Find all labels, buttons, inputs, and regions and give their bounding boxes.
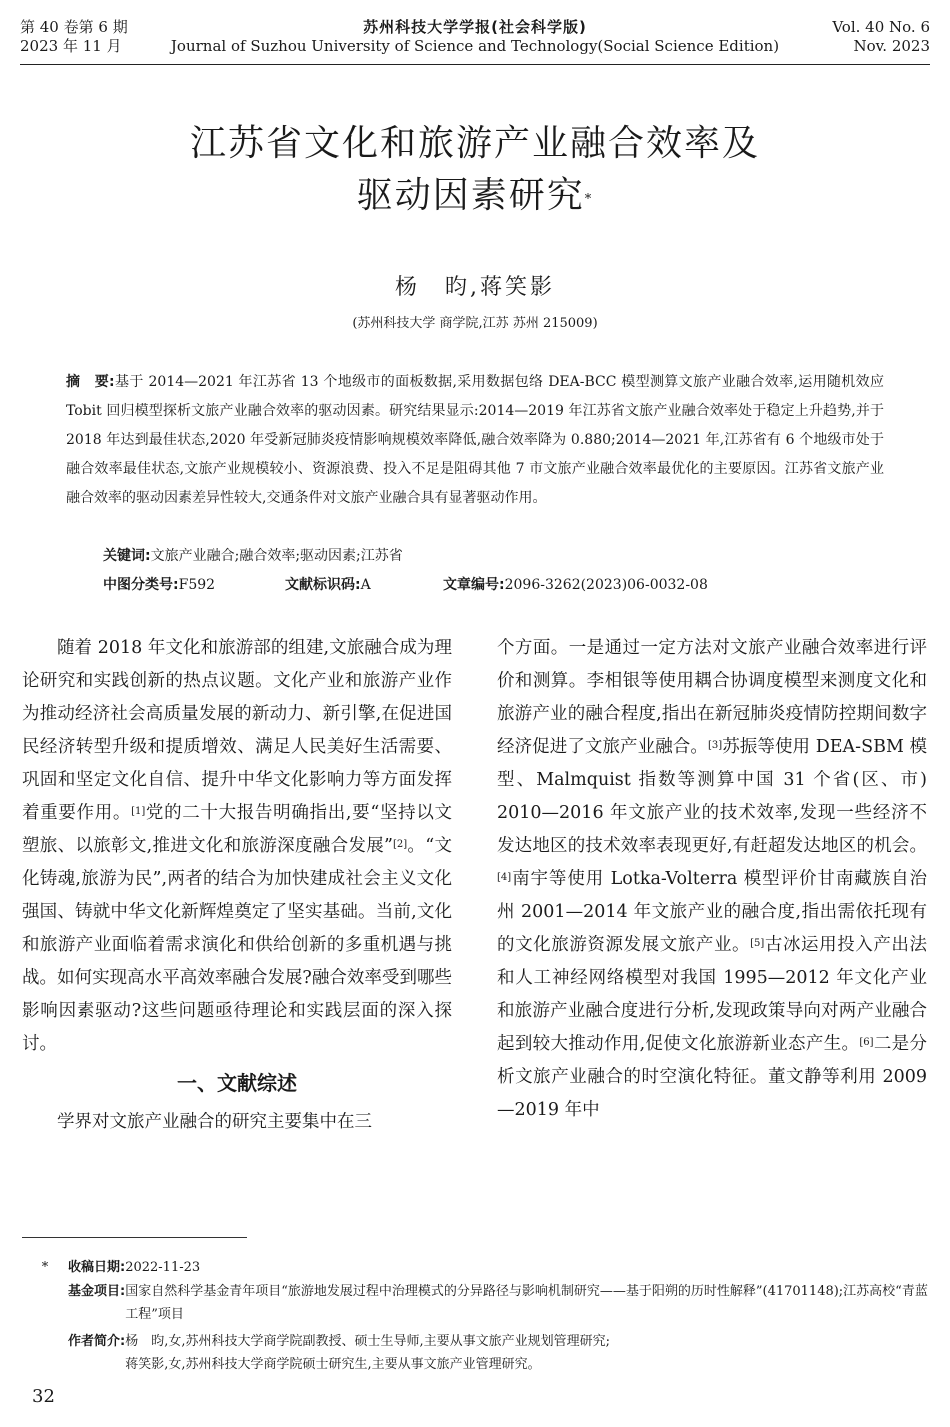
title-line-2-wrap [0,170,950,222]
abstract-label: 摘 要: [66,374,115,390]
header-date-en: Nov. 2023 [853,37,930,55]
header-date-cn: 2023 年 11 月 [20,37,122,55]
title-line-2: 驱动因素研究 [356,175,585,216]
paragraph-text: 党的二十大报告明确指出,要“坚持以文塑旅、以旅彰文,推进文化和旅游深度融合发展” [22,803,452,856]
author-bio-label: 作者简介: [68,1334,126,1349]
abstract-text: 基于 2014—2021 年江苏省 13 个地级市的面板数据,采用数据包络 DEA-BCC 模型测算文旅产业融合效率,运用随机效应 Tobit 回归模型探析文旅产业融合效率的驱动因素。研究结果显示:2014—2019 年江苏省文旅产业融合效率处于稳定上升趋势,并于 2018 年达到最佳状态,2020 年受新冠肺炎疫情影响规模效率降低,融合效率降为 0.880;2014—2021 年,江苏省有 6 个地级市处于融合效率最佳状态,文旅产业规模较小、资源浪费、投入不足是阻碍其他 7 市文旅产业融合效率最优化的主要原因。江苏省文旅产业融合效率的驱动因素差异性较大,交通条件对文旅产业融合具有显著驱动作用。 [66,374,884,506]
article-number-group [443,571,708,600]
footnote-star: * [41,1260,49,1275]
doc-code-label: 文献标识码: [285,577,361,593]
title-line-1: 江苏省文化和旅游产业融合效率及 [189,123,760,164]
header-volume-en [832,18,930,56]
footnote-author [22,1330,932,1376]
article-number-value: 2096-3262(2023)06-0032-08 [504,577,708,593]
doc-code-group [285,571,443,600]
paragraph [22,632,452,1061]
fund-label: 基金项目: [68,1284,126,1299]
author-bio-1: 杨 昀,女,苏州科技大学商学院副教授、硕士生导师,主要从事文旅产业规划管理研究; [125,1334,610,1349]
section-heading: 一、文献综述 [177,1071,297,1095]
journal-name-cn: 苏州科技大学学报(社会科学版) [363,18,587,36]
paragraph [497,632,927,1127]
footnote-received [22,1256,932,1279]
paragraph-text: 二是分析文旅产业融合的时空演化特征。董文静等利用 2009—2019 年中 [497,1034,928,1120]
citation-ref[interactable]: [1] [131,806,146,817]
body-column-left [22,632,452,1139]
footnote-divider [22,1237,247,1238]
author-bio-values [125,1330,932,1376]
article-number-label: 文章编号: [443,577,505,593]
running-header [20,18,930,65]
affiliation: (苏州科技大学 商学院,江苏 苏州 215009) [352,316,598,331]
keywords-text: 文旅产业融合;融合效率;驱动因素;江苏省 [150,548,403,564]
fund-row [68,1280,932,1326]
paragraph-text: 南宇等使用 Lotka-Volterra 模型评价甘南藏族自治州 2001—2014 年文旅产业的融合度,指出需依托现有的文化旅游资源发展文旅产业。 [497,869,927,955]
abstract [66,368,884,513]
body-column-right [497,632,927,1127]
keywords-label: 关键词: [103,548,151,564]
clc-group [103,571,285,600]
fund-value: 国家自然科学基金青年项目“旅游地发展过程中治理模式的分异路径与影响机制研究——基于阳朔的历时性解释”(41701148);江苏高校“青蓝工程”项目 [125,1284,928,1322]
clc-value: F592 [178,577,216,593]
journal-name-en: Journal of Suzhou University of Science and Technology(Social Science Edition) [170,37,780,55]
clc-label: 中图分类号: [103,577,179,593]
received-value: 2022-11-23 [125,1260,201,1275]
paragraph-text: 随着 2018 年文化和旅游部的组建,文旅融合成为理论研究和实践创新的热点议题。文化产业和旅游产业作为推动经济社会高质量发展的新动力、新引擎,在促进国民经济转型升级和提质增效、满足人民美好生活需要、巩固和坚定文化自信、提升中华文化影响力等方面发挥着重要作用。 [22,638,452,823]
page-number: 32 [32,1386,55,1407]
received-label: 收稿日期: [68,1260,126,1275]
paragraph-text: 古冰运用投入产出法和人工神经网络模型对我国 1995—2012 年文化产业和旅游产业融合度进行分析,发现政策导向对两产业融合起到较大推动作用,促使文化旅游新业态产生。 [497,935,928,1054]
title-footnote-mark: * [584,192,594,207]
paragraph: 学界对文旅产业融合的研究主要集中在三 [57,1112,372,1132]
footnote-fund [22,1280,932,1326]
author-bio-2: 蒋笑影,女,苏州科技大学商学院硕士研究生,主要从事文旅产业管理研究。 [125,1357,541,1372]
author-row [68,1330,932,1376]
keywords [103,542,403,571]
doc-code-value: A [360,577,371,593]
classification-line [103,571,708,600]
citation-ref[interactable]: [2] [392,839,408,850]
citation-ref[interactable]: [4] [497,872,512,883]
header-volume-en-line: Vol. 40 No. 6 [832,18,930,36]
article-title [0,118,950,222]
authors: 杨 昀,蒋笑影 [395,275,555,300]
citation-ref[interactable]: [5] [750,938,765,949]
header-journal [20,18,930,56]
citation-ref[interactable]: [6] [859,1037,874,1048]
header-volume-cn: 第 40 卷第 6 期 [20,18,128,36]
paragraph-text: 苏振等使用 DEA-SBM 模型、Malmquist 指数等测算中国 31 个省(区、市) 2010—2016 年文旅产业的技术效率,发现一些经济不发达地区的技术效率表现更好,有赶超发达地区的机会。 [497,737,928,856]
paragraph-text: 个方面。一是通过一定方法对文旅产业融合效率进行评价和测算。李相银等使用耦合协调度模型来测度文化和旅游产业的融合程度,指出在新冠肺炎疫情防控期间数字经济促进了文旅产业融合。 [497,638,927,757]
citation-ref[interactable]: [3] [707,740,723,751]
paragraph-text: 。“文化铸魂,旅游为民”,两者的结合为加快建成社会主义文化强国、铸就中华文化新辉煌奠定了坚实基础。当前,文化和旅游产业面临着需求演化和供给创新的多重机遇与挑战。如何实现高水平高效率融合发展?融合效率受到哪些影响因素驱动?这些问题亟待理论和实践层面的深入探讨。 [22,836,452,1054]
